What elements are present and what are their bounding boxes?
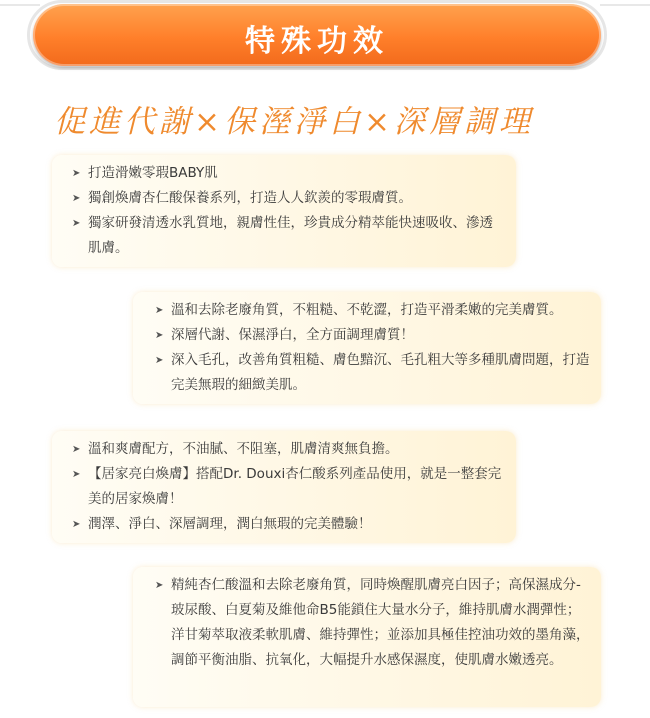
arrow-right-icon: ➤ — [155, 355, 164, 366]
arrow-right-icon: ➤ — [72, 168, 81, 179]
arrow-right-icon: ➤ — [72, 218, 81, 229]
decorative-line-right — [600, 4, 650, 6]
headline: 促進代謝×保溼淨白×深層調理 — [54, 104, 534, 140]
feature-card-3 — [52, 431, 516, 543]
list-item: ➤ 深入毛孔，改善角質粗糙、膚色黯沉、毛孔粗大等多種肌膚問題，打造完美無瑕的細緻美肌。 — [153, 348, 591, 398]
feature-card-2 — [133, 292, 601, 404]
list-item: ➤ 打造滑嫩零瑕BABY肌 — [70, 161, 506, 186]
banner-title: 特殊功效 — [245, 24, 389, 59]
section-banner — [33, 4, 601, 66]
arrow-right-icon: ➤ — [72, 444, 81, 455]
decorative-line-left — [0, 4, 40, 6]
list-item: ➤ 【居家亮白煥膚】搭配Dr. Douxi杏仁酸系列產品使用，就是一整套完美的居家煥膚！ — [70, 462, 506, 512]
arrow-right-icon: ➤ — [72, 519, 81, 530]
feature-card-4 — [133, 567, 601, 707]
list-item: ➤ 深層代謝、保濕淨白，全方面調理膚質！ — [153, 323, 591, 348]
list-item: ➤ 溫和爽膚配方，不油膩、不阻塞，肌膚清爽無負擔。 — [70, 437, 506, 462]
list-item: ➤ 潤澤、淨白、深層調理，潤白無瑕的完美體驗！ — [70, 512, 506, 537]
list-item: ➤ 精純杏仁酸溫和去除老廢角質，同時煥醒肌膚亮白因子；高保濕成分-玻尿酸、白夏菊及維他命B5能鎖住大量水分子，維持肌膚水潤彈性；洋甘菊萃取液柔軟肌膚、維持彈性；並添加具極佳控油功效的墨角藻，調節平衡油脂、抗氧化，大幅提升水感保濕度，使肌膚水嫩透亮。 — [153, 573, 591, 673]
list-item: ➤ 獨家研發清透水乳質地，親膚性佳，珍貴成分精萃能快速吸收、滲透肌膚。 — [70, 211, 506, 261]
arrow-right-icon: ➤ — [72, 193, 81, 204]
arrow-right-icon: ➤ — [72, 469, 81, 480]
arrow-right-icon: ➤ — [155, 330, 164, 341]
arrow-right-icon: ➤ — [155, 580, 164, 591]
feature-card-1 — [52, 155, 516, 267]
arrow-right-icon: ➤ — [155, 305, 164, 316]
list-item: ➤ 溫和去除老廢角質，不粗糙、不乾澀，打造平滑柔嫩的完美膚質。 — [153, 298, 591, 323]
list-item: ➤ 獨創煥膚杏仁酸保養系列，打造人人欽羨的零瑕膚質。 — [70, 186, 506, 211]
